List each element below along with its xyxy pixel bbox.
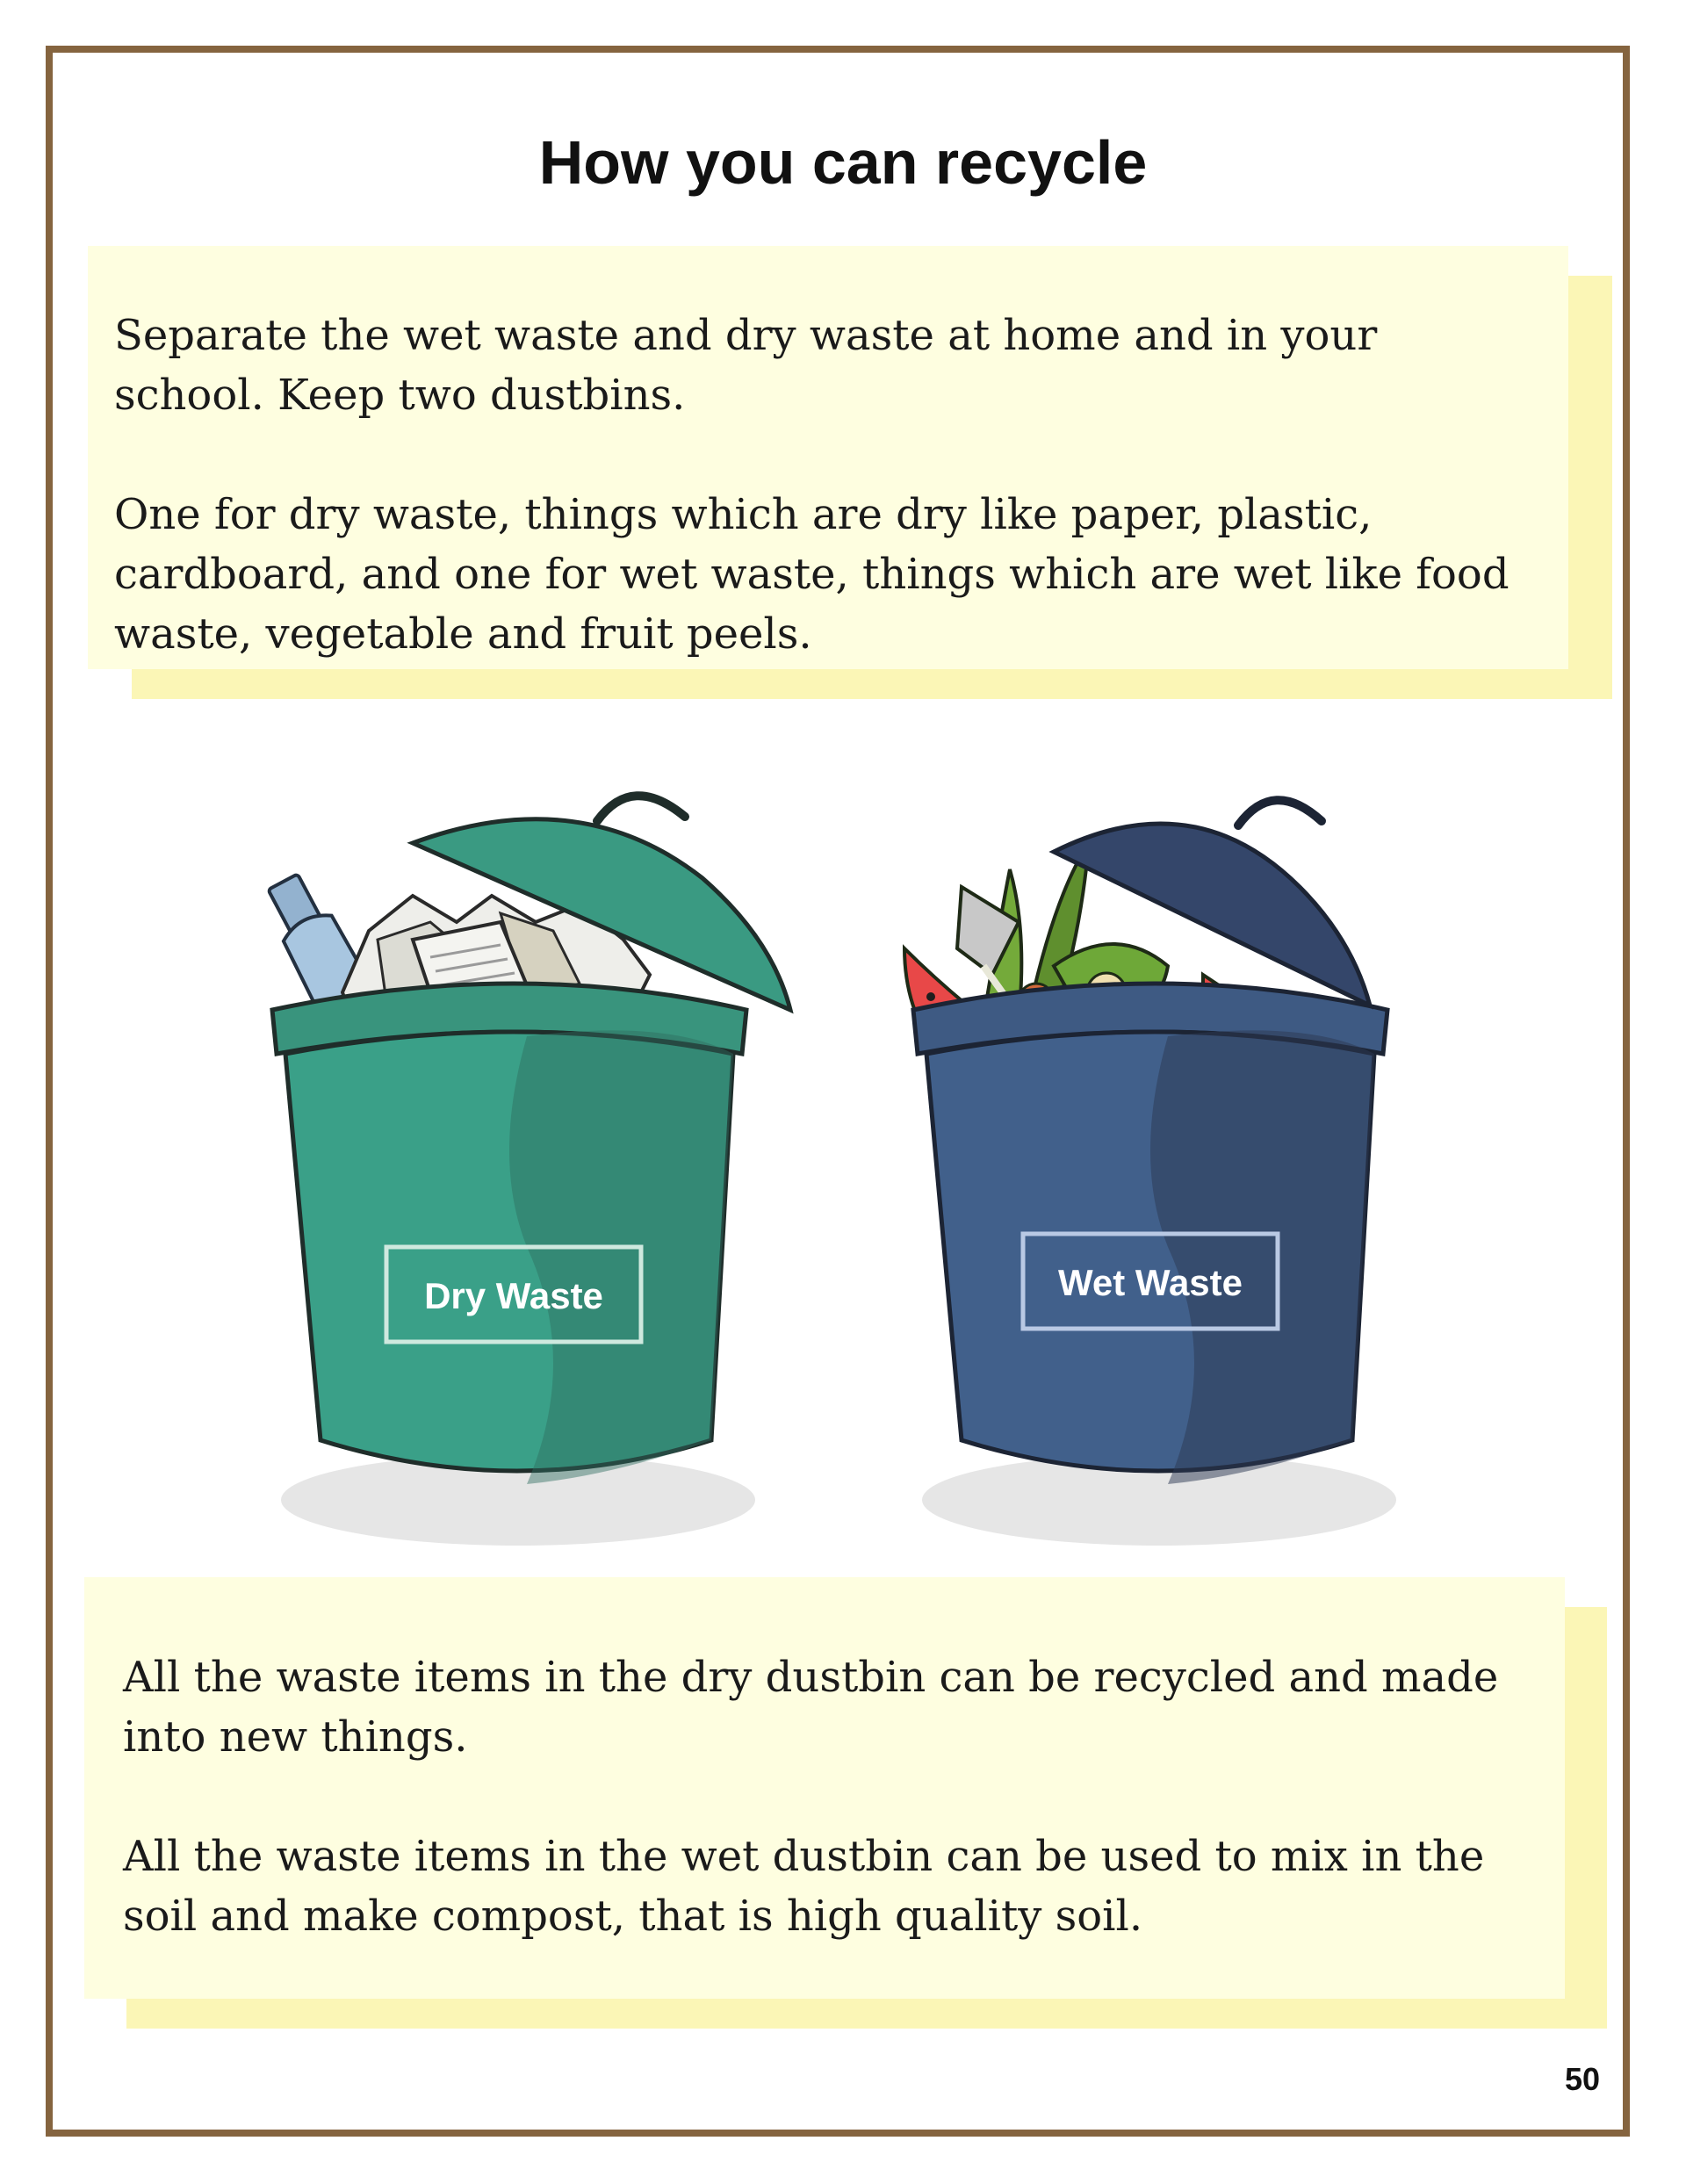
dustbins-illustration	[211, 790, 1475, 1563]
top-note-paragraph-1: Separate the wet waste and dry waste at home and in your school. Keep two dustbins.	[114, 311, 1378, 420]
bottom-note-box	[84, 1577, 1565, 1999]
top-note-paragraph-2: One for dry waste, things which are dry like paper, plastic, cardboard, and one for wet waste, things which are wet like food waste, vegetable and fruit peels.	[114, 490, 1509, 659]
bottom-note-paragraph-1: All the waste items in the dry dustbin can be recycled and made into new things.	[123, 1653, 1499, 1762]
page-number: 50	[1564, 2061, 1600, 2097]
wet-bin-label: Wet Waste	[1057, 1262, 1243, 1303]
page-title: How you can recycle	[538, 128, 1148, 197]
wet-bin	[904, 800, 1387, 1484]
bottom-note-paragraph-2: All the waste items in the wet dustbin can be used to mix in the soil and make compost, that is high quality soil.	[123, 1832, 1485, 1941]
dry-bin-label: Dry Waste	[424, 1275, 603, 1316]
dry-bin	[256, 796, 790, 1484]
top-note-box	[88, 246, 1568, 669]
